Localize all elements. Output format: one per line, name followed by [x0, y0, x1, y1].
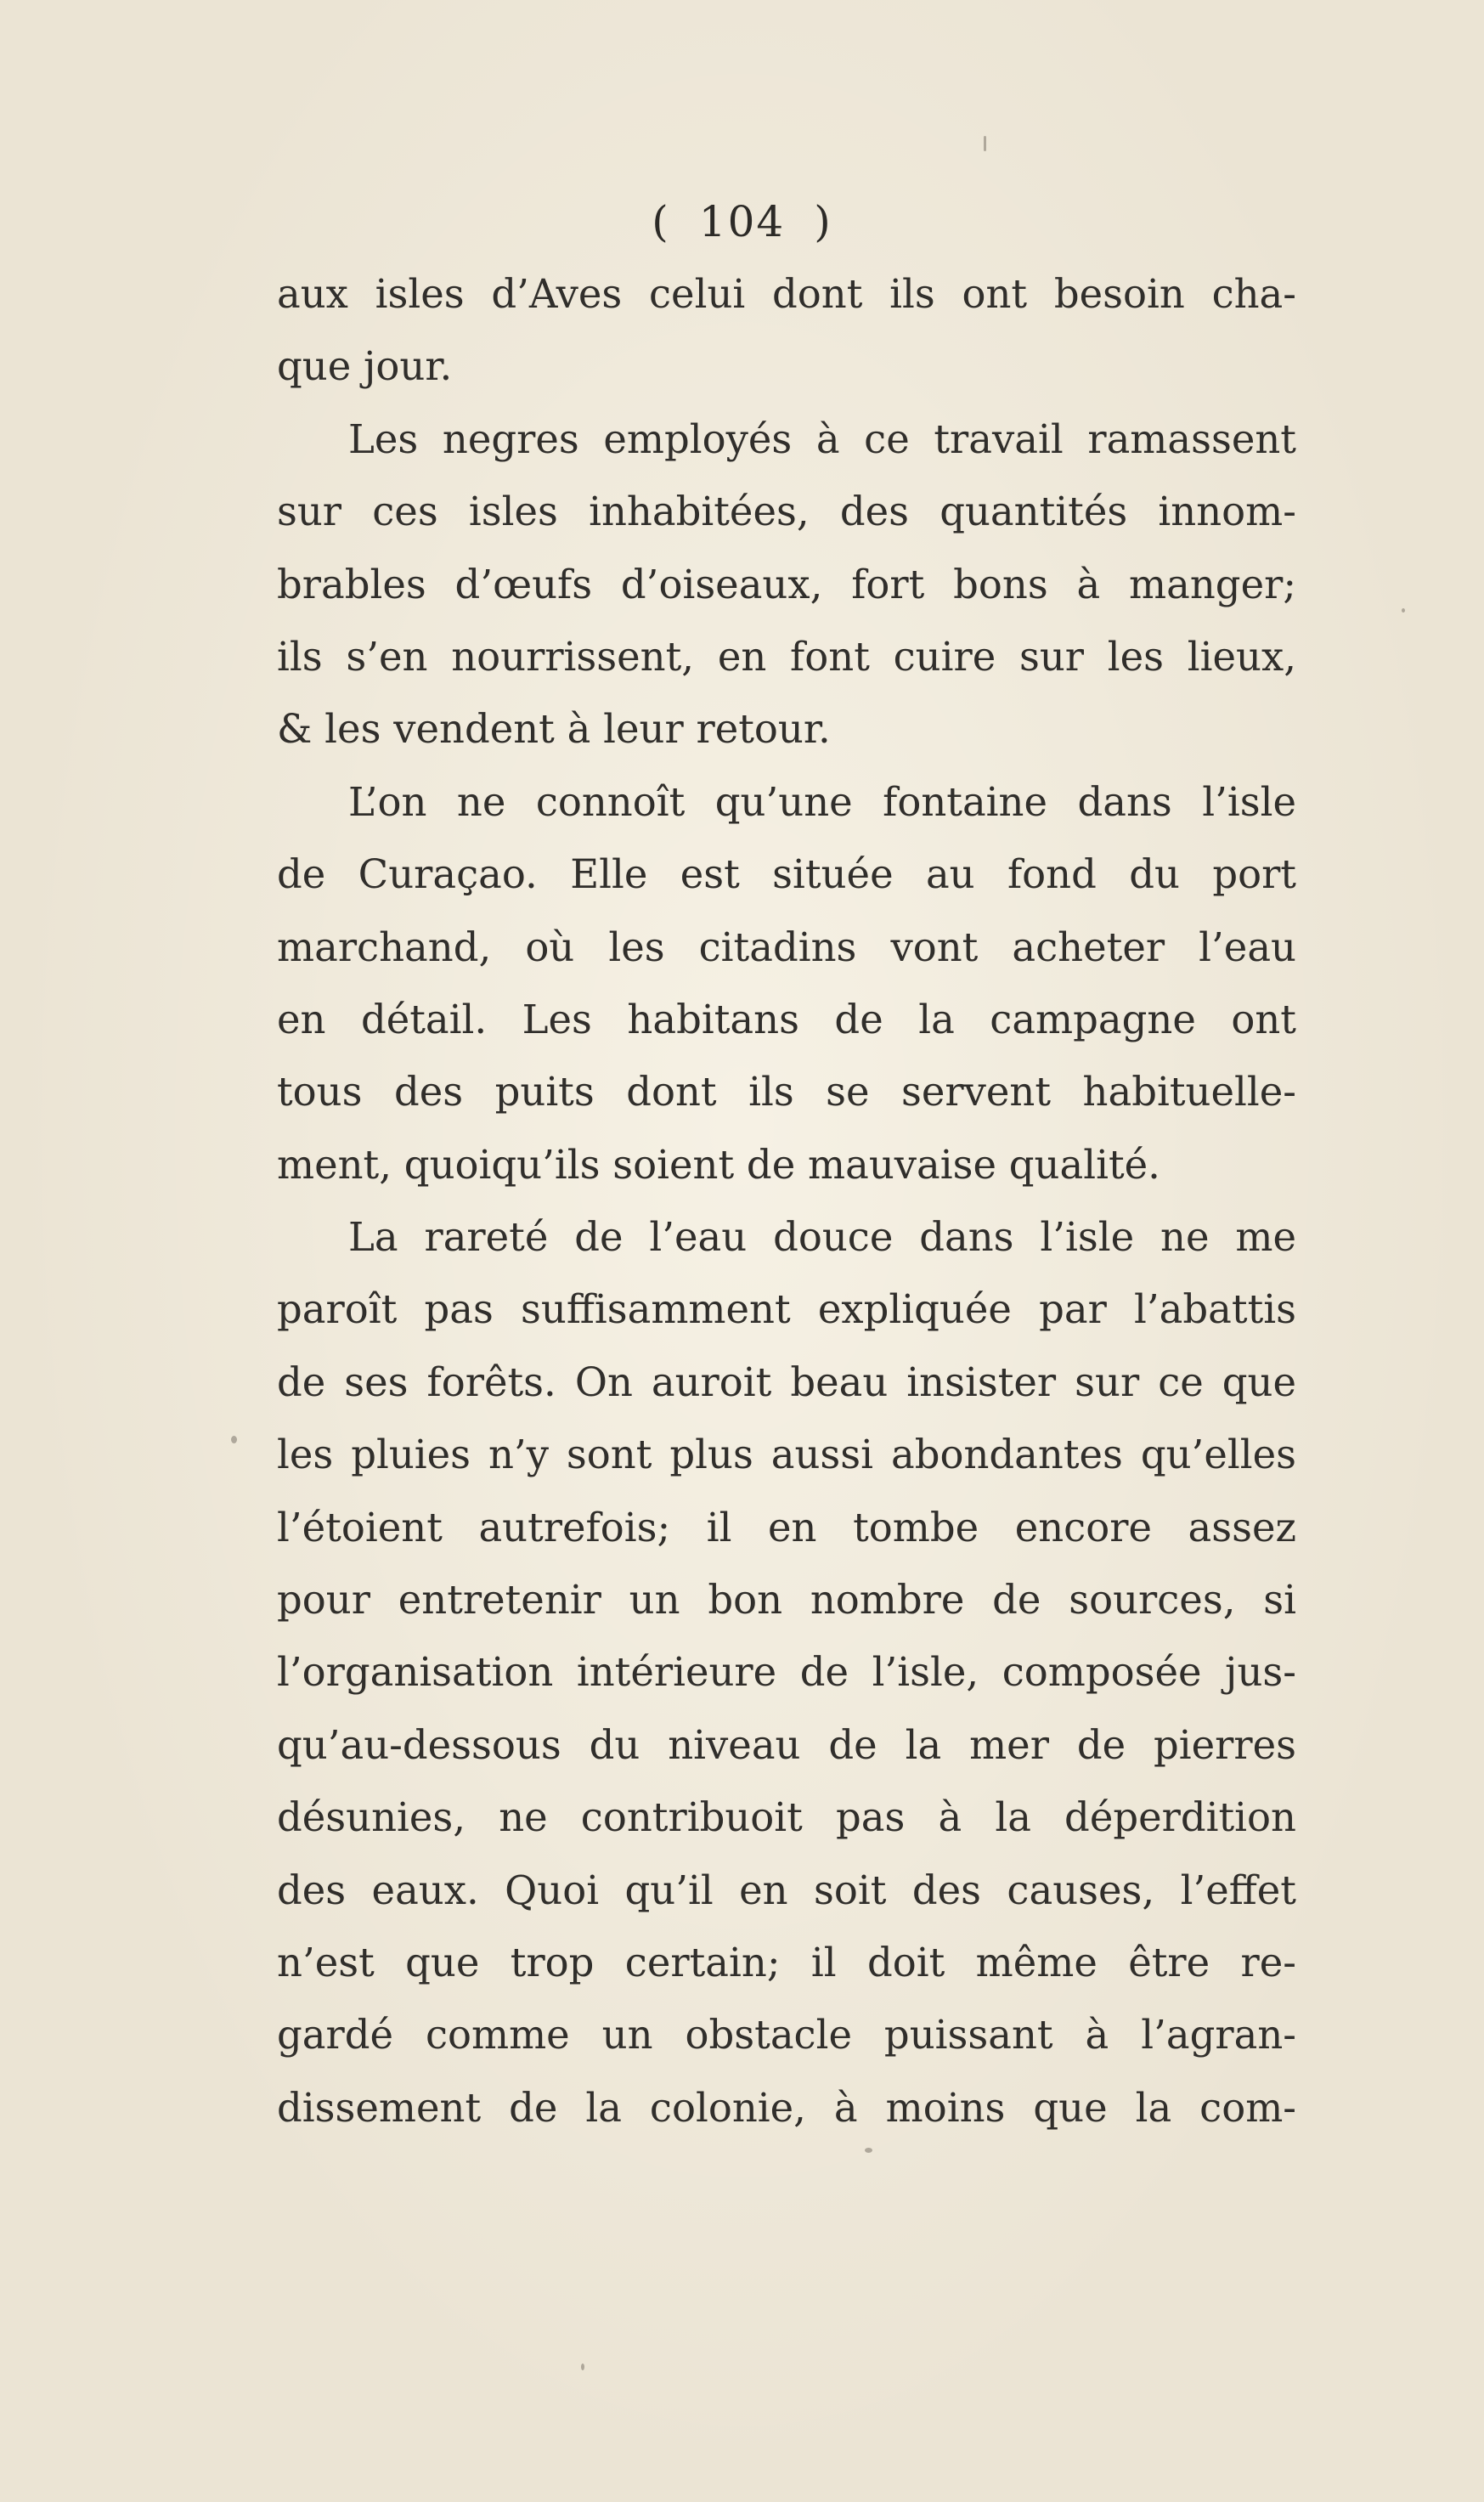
text-line: La rareté de l’eau douce dans l’isle ne me [348, 1214, 1296, 1261]
page-number [0, 197, 1484, 246]
text-line: sur ces isles inhabitées, des quantités innom- [277, 489, 1296, 535]
text-line: en détail. Les habitans de la campagne ont [277, 996, 1296, 1042]
body-text [277, 258, 1296, 2144]
paper-speck [231, 1436, 237, 1443]
text-line: désunies, ne contribuoit pas à la déperdition [277, 1794, 1296, 1841]
text-line: tous des puits dont ils se servent habituelle- [277, 1069, 1296, 1115]
text-line: gardé comme un obstacle puissant à l’agran- [277, 2012, 1296, 2059]
text-line: pour entretenir un bon nombre de sources, si [277, 1577, 1296, 1624]
text-line: n’est que trop certain; il doit même être re- [277, 1939, 1296, 1985]
text-line: dissement de la colonie, à moins que la com- [277, 2084, 1296, 2131]
text-line: qu’au-dessous du niveau de la mer de pierres [277, 1721, 1296, 1768]
text-line: Les negres employés à ce travail ramassent [348, 415, 1296, 462]
text-line: brables d’œufs d’oiseaux, fort bons à manger; [277, 561, 1296, 607]
text-line: que jour. [277, 343, 453, 390]
paper-speck [1402, 608, 1405, 613]
text-line: de ses forêts. On auroit beau insister sur ce que [277, 1358, 1296, 1405]
text-line: l’étoient autrefois; il en tombe encore assez [277, 1504, 1296, 1550]
paper-speck [581, 2364, 584, 2370]
text-line: l’organisation intérieure de l’isle, composée jus- [277, 1649, 1296, 1696]
text-line: les pluies n’y sont plus aussi abondantes qu’elles [277, 1432, 1296, 1478]
text-line: aux isles d’Aves celui dont ils ont besoin cha- [277, 271, 1296, 317]
text-line: L’on ne connoît qu’une fontaine dans l’isle [348, 778, 1296, 825]
text-line: marchand, où les citadins vont acheter l’eau [277, 923, 1296, 970]
folio-number: 104 [698, 197, 786, 246]
folio-open-paren: ( [652, 197, 670, 246]
text-line: ils s’en nourrissent, en font cuire sur les lieux, [277, 633, 1296, 680]
folio-close-paren: ) [814, 197, 832, 246]
paper-speck [865, 2148, 872, 2153]
text-line: des eaux. Quoi qu’il en soit des causes, l’effet [277, 1867, 1296, 1913]
text-line: de Curaçao. Elle est située au fond du port [277, 851, 1296, 898]
text-line: & les vendent à leur retour. [277, 706, 831, 753]
text-line: paroît pas suffisamment expliquée par l’abattis [277, 1286, 1296, 1333]
paper-speck [984, 136, 986, 151]
text-line: ment, quoiqu’ils soient de mauvaise qualité. [277, 1141, 1160, 1188]
